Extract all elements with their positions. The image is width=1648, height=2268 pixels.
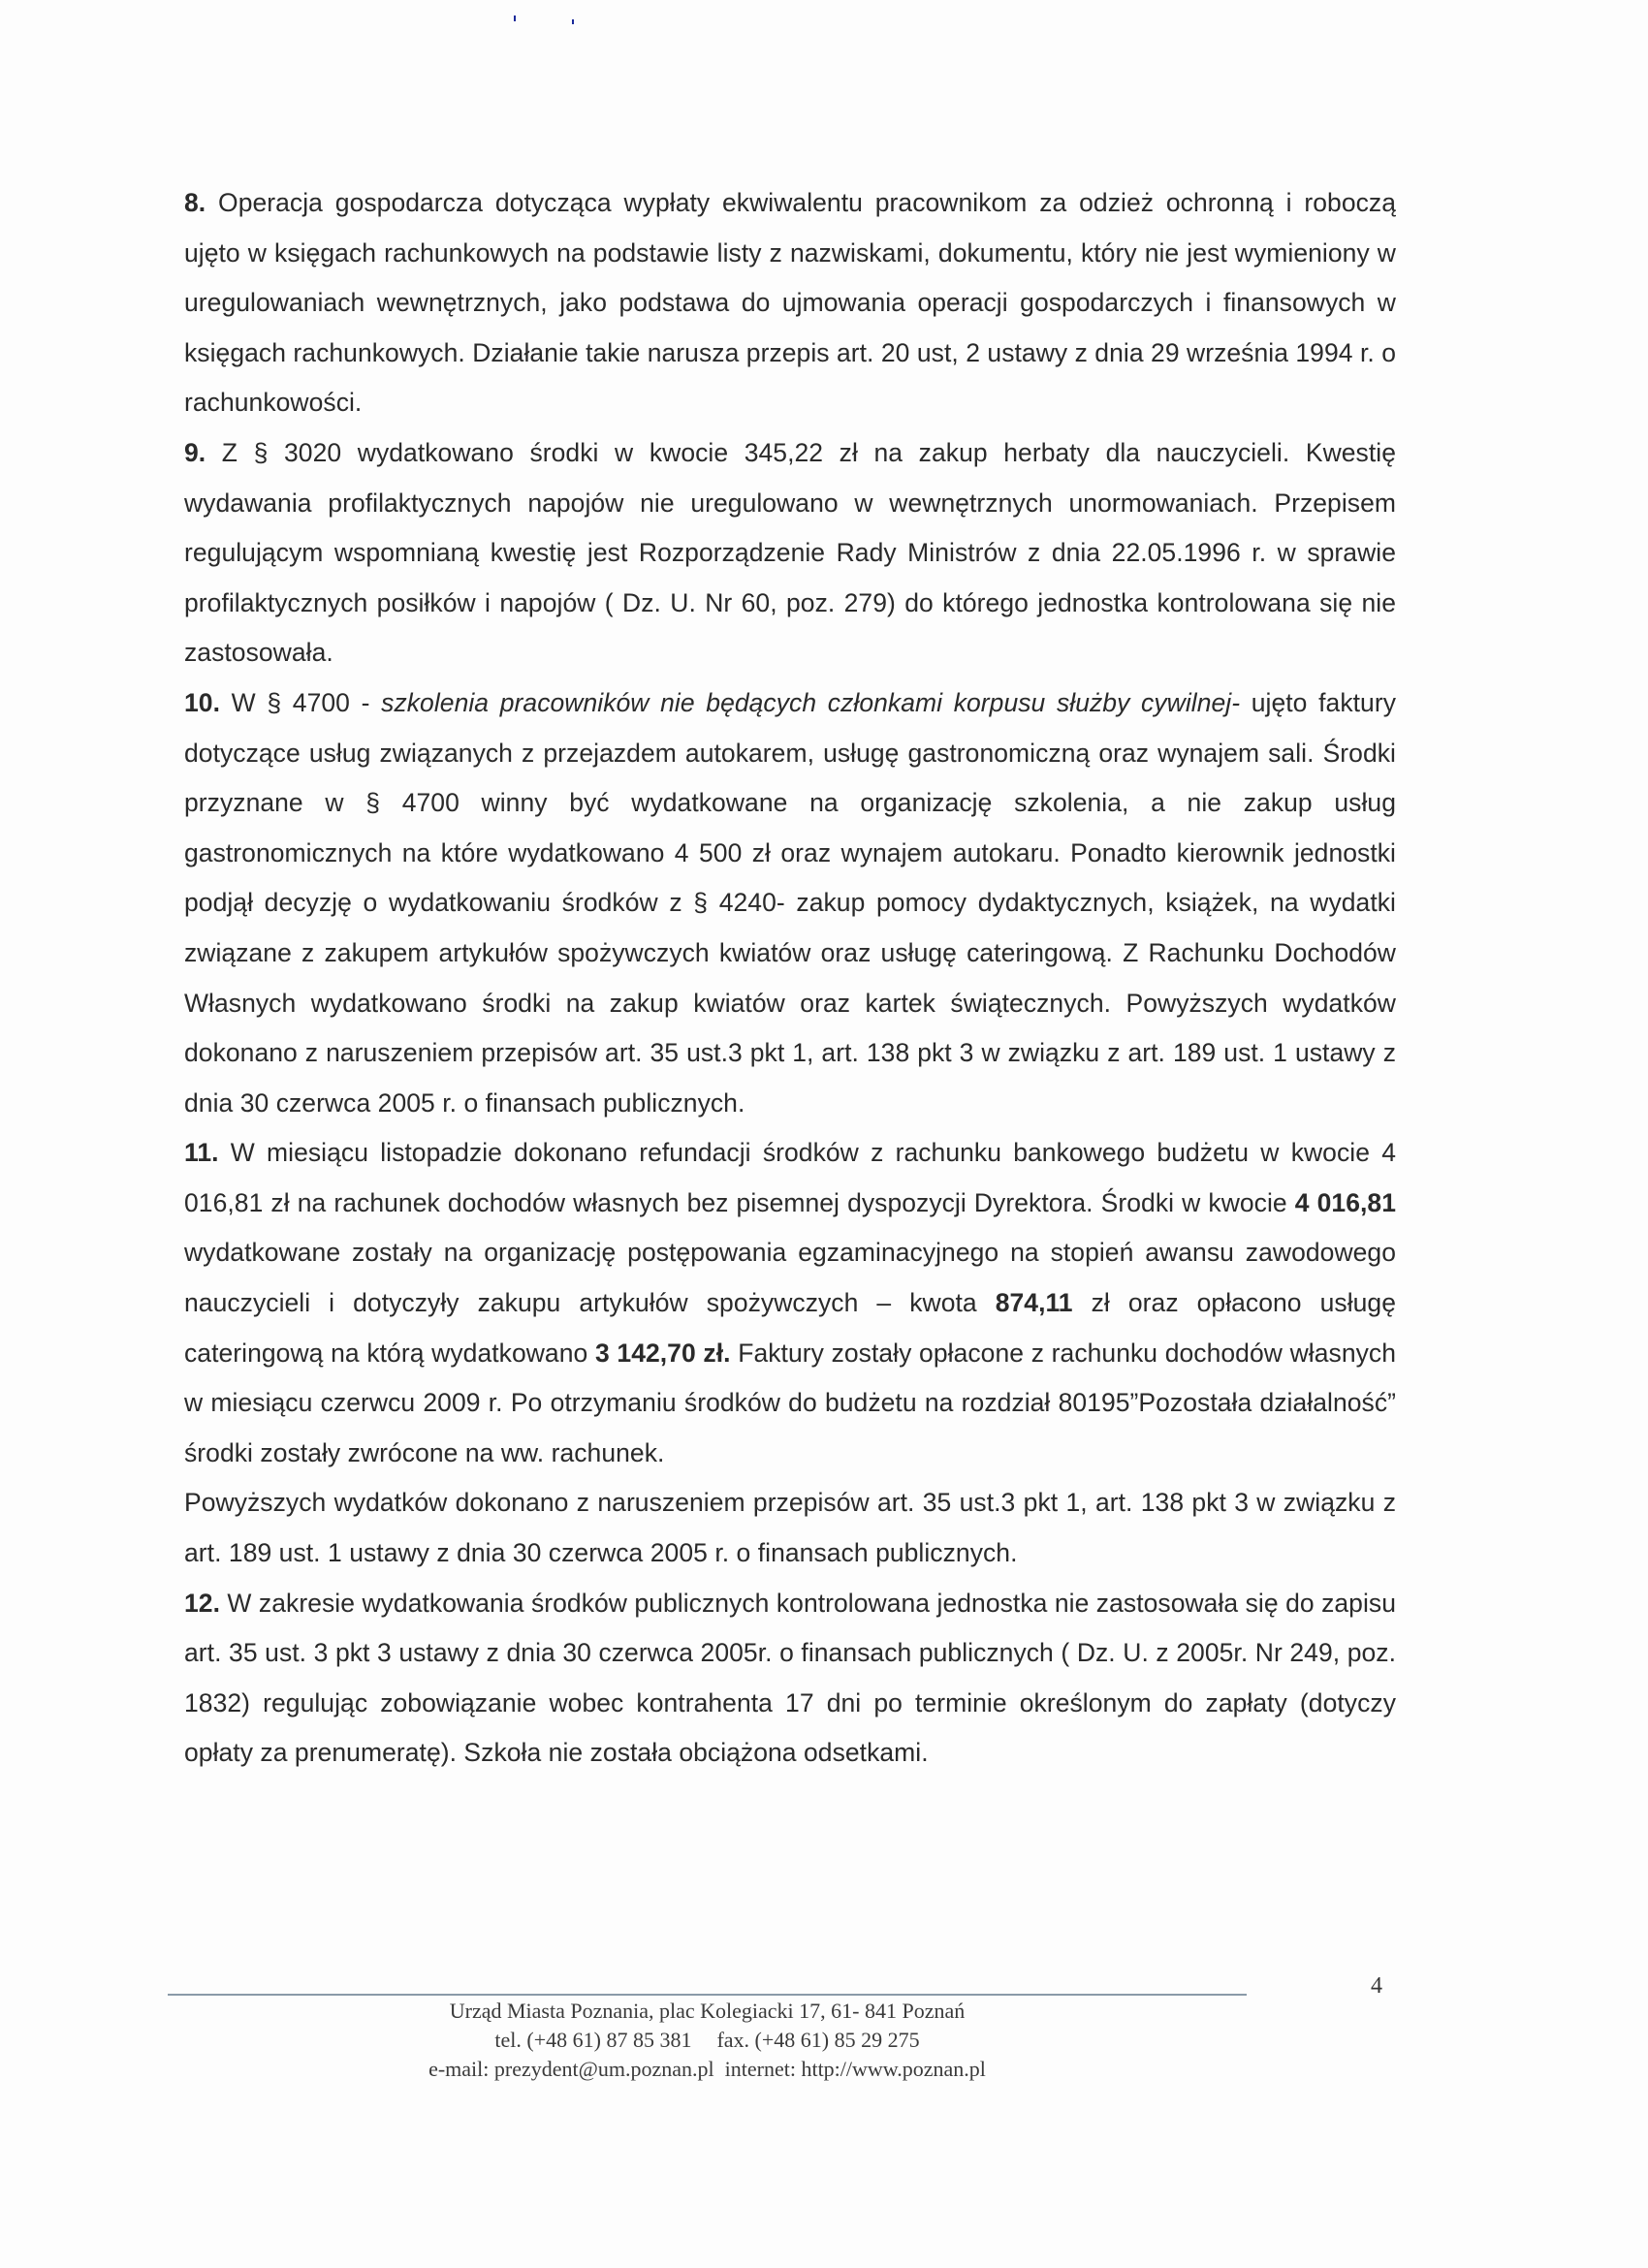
finding-text: Operacja gospodarcza dotycząca wypłaty ekwiwalentu pracownikom za odzież ochronną i roboczą ujęto w księgach rachunkowych na podstawie listy z nazwiskami, dokumentu, który nie jest wymieniony w uregulowaniach wewnętrznych, jako podstawa do ujmowania operacji gospodarczych i finansowych w księgach rachunkowych. Działanie takie narusza przepis art. 20 ust, 2 ustawy z dnia 29 września 1994 r. o rachunkowości. [184,188,1396,418]
finding-note [184,1478,1396,1578]
document-body [184,178,1396,1779]
footer-fax: fax. (+48 61) 85 29 275 [716,2028,920,2052]
finding-number: 8. [184,188,206,217]
budget-section-title: szkolenia pracowników nie będących członkami korpusu służby cywilnej- [381,687,1241,717]
finding-item-10 [184,678,1396,1128]
footer-contacts [168,2055,1247,2084]
footer-tel: tel. (+48 61) 87 85 381 [494,2028,692,2052]
finding-item-8 [184,178,1396,428]
finding-text: wydatkowane zostały na organizację postępowania egzaminacyjnego na stopień awansu zawodowego nauczycieli i dotyczyły zakupu artykułów spożywczych – kwota [184,1238,1396,1318]
finding-number: 10. [184,687,220,717]
footer-phones [168,2026,1247,2055]
finding-text: W § 4700 - [220,687,382,717]
page-number: 4 [1371,1973,1382,1999]
scan-speck [514,16,516,21]
letterhead-footer [168,1997,1247,2084]
amount-highlight: 874,11 [995,1288,1073,1318]
finding-number: 12. [184,1588,220,1618]
finding-text: Z § 3020 wydatkowano środki w kwocie 345,22 zł na zakup herbaty dla nauczycieli. Kwestię wydawania profilaktycznych napojów nie uregulowano w wewnętrznych unormowaniach. Przepisem regulującym wspomnianą kwestię jest Rozporządzenie Rady Ministrów z dnia 22.05.1996 r. w sprawie profilaktycznych posiłków i napojów ( Dz. U. Nr 60, poz. 279) do którego jednostka kontrolowana się nie zastosowała. [184,437,1396,668]
scan-speck [572,19,574,24]
footer-website[interactable]: internet: http://www.poznan.pl [724,2057,986,2081]
finding-text: Faktury zostały opłacone z rachunku dochodów własnych w miesiącu czerwcu 2009 r. Po otrzymaniu środków do budżetu na rozdział 80195”Pozostała działalność” środki zostały zwrócone na ww. rachunek. [184,1338,1396,1467]
finding-item-9 [184,428,1396,678]
amount-highlight: 3 142,70 zł. [594,1338,731,1368]
finding-text: W miesiącu listopadzie dokonano refundacji środków z rachunku bankowego budżetu w kwocie 4 016,81 zł na rachunek dochodów własnych bez pisemnej dyspozycji Dyrektora. Środki w kwocie [184,1138,1396,1217]
finding-text: W zakresie wydatkowania środków publicznych kontrolowana jednostka nie zastosowała się do zapisu art. 35 ust. 3 pkt 3 ustawy z dnia 30 czerwca 2005r. o finansach publicznych ( Dz. U. z 2005r. Nr 249, poz. 1832) regulując zobowiązanie wobec kontrahenta 17 dni po terminie określonym do zapłaty (dotyczy opłaty za prenumeratę). Szkoła nie została obciążona odsetkami. [184,1588,1396,1768]
footer-divider [168,1994,1247,1996]
footer-email[interactable]: e-mail: prezydent@um.poznan.pl [428,2057,714,2081]
amount-highlight: 4 016,81 [1294,1187,1396,1217]
finding-item-12 [184,1579,1396,1779]
finding-text: zł oraz opłacono usługę cateringową na którą wydatkowano [184,1288,1396,1368]
finding-item-11 [184,1128,1396,1478]
finding-number: 9. [184,437,206,467]
finding-text: Powyższych wydatków dokonano z naruszeniem przepisów art. 35 ust.3 pkt 1, art. 138 pkt 3 w związku z art. 189 ust. 1 ustawy z dnia 30 czerwca 2005 r. o finansach publicznych. [184,1488,1396,1568]
footer-address: Urząd Miasta Poznania, plac Kolegiacki 17, 61- 841 Poznań [449,1999,966,2023]
finding-text: ujęto faktury dotyczące usług związanych z przejazdem autokarem, usługę gastronomiczną oraz wynajem sali. Środki przyznane w § 4700 winny być wydatkowane na organizację szkolenia, a nie zakup usług gastronomicznych na które wydatkowano 4 500 zł oraz wynajem autokaru. Ponadto kierownik jednostki podjął decyzję o wydatkowaniu środków z § 4240- zakup pomocy dydaktycznych, książek, na wydatki związane z zakupem artykułów spożywczych kwiatów oraz usługę cateringową. Z Rachunku Dochodów Własnych wydatkowano środki na zakup kwiatów oraz kartek świątecznych. Powyższych wydatków dokonano z naruszeniem przepisów art. 35 ust.3 pkt 1, art. 138 pkt 3 w związku z art. 189 ust. 1 ustawy z dnia 30 czerwca 2005 r. o finansach publicznych. [184,687,1396,1118]
finding-number: 11. [184,1138,219,1168]
